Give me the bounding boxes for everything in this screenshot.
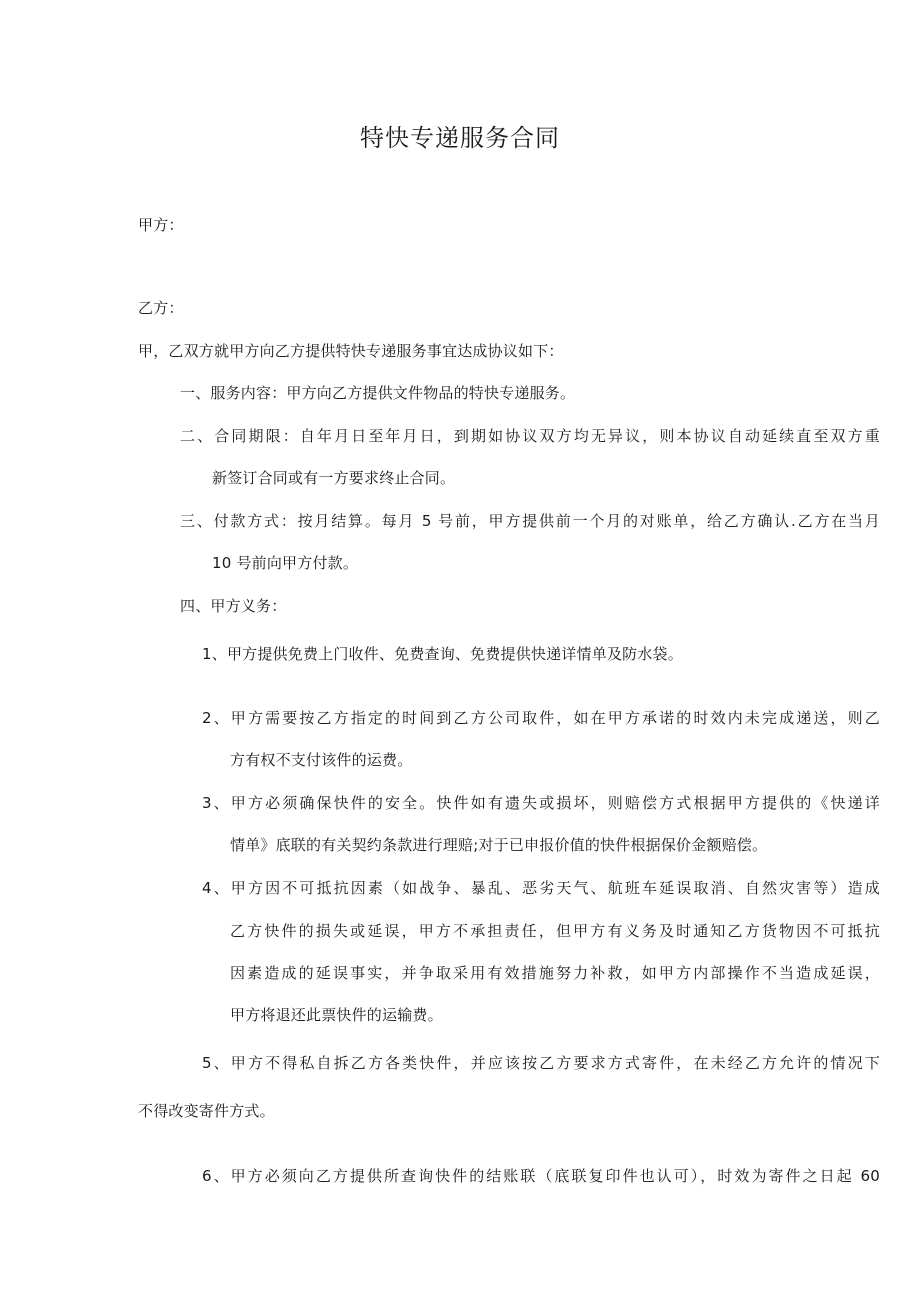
obligation-item-4-line-1: 4、甲方因不可抵抗因素（如战争、暴乱、恶劣天气、航班车延误取消、自然灾害等）造成	[202, 879, 880, 897]
obligation-item-1: 1、甲方提供免费上门收件、免费查询、免费提供快递详情单及防水袋。	[202, 645, 683, 663]
obligation-item-3-line-1: 3、甲方必须确保快件的安全。快件如有遗失或损坏，则赔偿方式根据甲方提供的《快递详	[202, 794, 880, 812]
obligation-item-2-line-2: 方有权不支付该件的运费。	[230, 751, 413, 769]
obligation-item-6-line-1: 6、甲方必须向乙方提供所查询快件的结账联（底联复印件也认可），时效为寄件之日起 60	[202, 1167, 880, 1185]
party-b-label: 乙方：	[138, 299, 184, 317]
document-title: 特快专递服务合同	[360, 124, 560, 152]
obligation-item-5-line-2: 不得改变寄件方式。	[138, 1102, 275, 1120]
obligation-item-4-line-3: 因素造成的延误事实，并争取采用有效措施努力补救，如甲方内部操作不当造成延误，	[230, 964, 880, 982]
clause-payment-line-1: 三、付款方式：按月结算。每月 5 号前，甲方提供前一个月的对账单，给乙方确认.乙方在当月	[180, 512, 880, 530]
clause-obligations-heading: 四、甲方义务：	[180, 597, 287, 615]
obligation-item-5-line-1: 5、甲方不得私自拆乙方各类快件，并应该按乙方要求方式寄件，在未经乙方允许的情况下	[202, 1054, 880, 1072]
clause-term-line-2: 新签订合同或有一方要求终止合同。	[212, 469, 456, 487]
clause-service-content: 一、服务内容：甲方向乙方提供文件物品的特快专递服务。	[180, 384, 576, 402]
obligation-item-4-line-4: 甲方将退还此票快件的运输费。	[230, 1006, 443, 1024]
clause-term-line-1: 二、合同期限：自年月日至年月日，到期如协议双方均无异议，则本协议自动延续直至双方重	[180, 427, 880, 445]
obligation-item-2-line-1: 2、甲方需要按乙方指定的时间到乙方公司取件，如在甲方承诺的时效内未完成递送，则乙	[202, 709, 880, 727]
party-a-label: 甲方：	[138, 216, 184, 234]
obligation-item-4-line-2: 乙方快件的损失或延误，甲方不承担责任，但甲方有义务及时通知乙方货物因不可抵抗	[230, 922, 880, 940]
intro-paragraph: 甲，乙双方就甲方向乙方提供特快专递服务事宜达成协议如下：	[138, 342, 564, 360]
obligation-item-3-line-2: 情单》底联的有关契约条款进行理赔;对于已申报价值的快件根据保价金额赔偿。	[230, 836, 768, 854]
clause-payment-line-2: 10 号前向甲方付款。	[212, 554, 359, 572]
